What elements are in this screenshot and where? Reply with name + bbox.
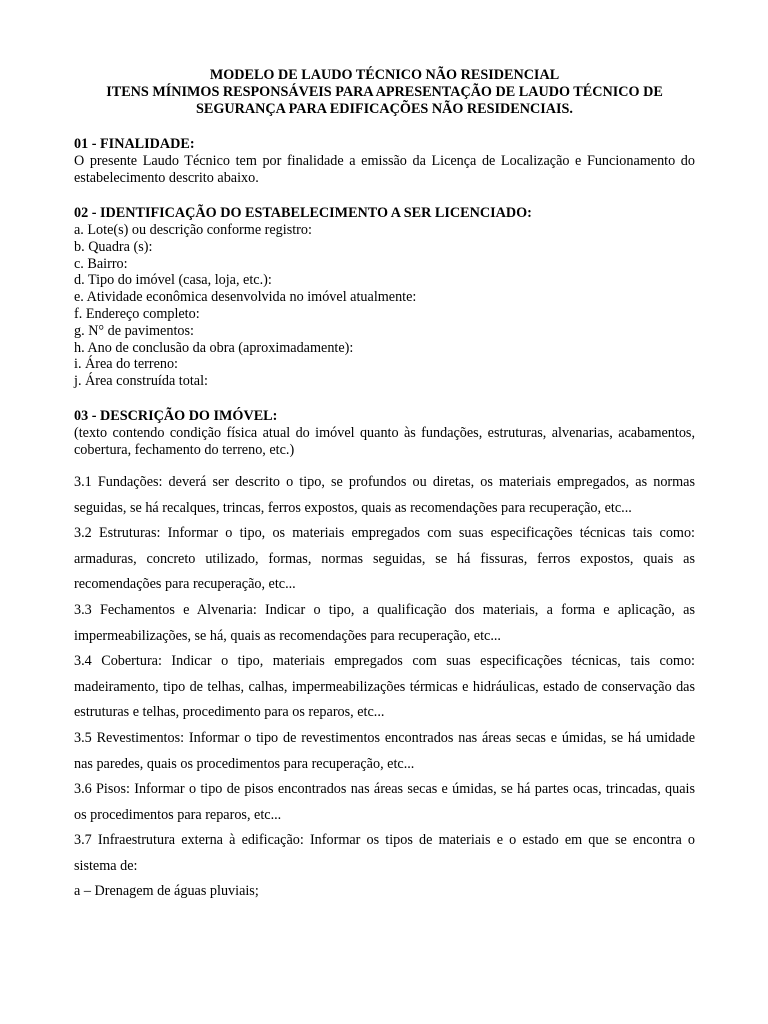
section-descricao <box>74 408 695 905</box>
section-identificacao <box>74 205 695 390</box>
section-text: O presente Laudo Técnico tem por finalidade a emissão da Licença de Localização e Funcionamento do estabelecimento descrito abaixo. <box>74 153 695 186</box>
list-item: d. Tipo do imóvel (casa, loja, etc.): <box>74 272 272 289</box>
section-finalidade <box>74 136 695 187</box>
subsection-paragraph: 3.2 Estruturas: Informar o tipo, os materiais empregados com suas especificações técnicas tais como: armaduras, concreto utilizado, formas, normas seguidas, se há fissuras, ferros expostos, quais as recomendações para recuperação, etc... <box>74 525 695 593</box>
list-item: f. Endereço completo: <box>74 305 200 322</box>
list-item: i. Área do terreno: <box>74 356 178 373</box>
section-intro: (texto contendo condição física atual do imóvel quanto às fundações, estruturas, alvenarias, acabamentos, cobertura, fechamento do terreno, etc.) <box>74 424 695 458</box>
section-heading: 03 - DESCRIÇÃO DO IMÓVEL: <box>74 407 278 424</box>
subsection-paragraph: 3.6 Pisos: Informar o tipo de pisos encontrados nas áreas secas e úmidas, se há partes ocas, trincadas, quais os procedimentos para reparos, etc... <box>74 781 695 823</box>
section-heading: 02 - IDENTIFICAÇÃO DO ESTABELECIMENTO A SER LICENCIADO: <box>74 205 532 221</box>
document-page <box>74 67 695 905</box>
list-item: a. Lote(s) ou descrição conforme registro: <box>74 222 312 238</box>
title-line: ITENS MÍNIMOS RESPONSÁVEIS PARA APRESENTAÇÃO DE LAUDO TÉCNICO DE <box>106 84 663 100</box>
list-item: g. N° de pavimentos: <box>74 322 194 339</box>
subsection-paragraph: 3.5 Revestimentos: Informar o tipo de revestimentos encontrados nas áreas secas e úmidas, se há umidade nas paredes, quais os procedimentos para recuperação, etc... <box>74 729 695 772</box>
subsection-paragraph: 3.1 Fundações: deverá ser descrito o tipo, se profundos ou diretas, os materiais empregados, as normas seguidas, se há recalques, trincas, ferros expostos, quais as recomendações para recuperação, etc... <box>74 473 695 516</box>
list-item: c. Bairro: <box>74 255 128 272</box>
document-title <box>74 67 695 118</box>
title-line: MODELO DE LAUDO TÉCNICO NÃO RESIDENCIAL <box>209 67 560 83</box>
list-item: h. Ano de conclusão da obra (aproximadamente): <box>74 339 354 356</box>
subsection-paragraph: 3.7 Infraestrutura externa à edificação: Informar os tipos de materiais e o estado em que se encontra o sistema de: <box>74 832 695 874</box>
section-heading: 01 - FINALIDADE: <box>74 136 195 152</box>
title-line: SEGURANÇA PARA EDIFICAÇÕES NÃO RESIDENCIAIS. <box>196 101 573 117</box>
subsection-paragraph: 3.4 Cobertura: Indicar o tipo, materiais empregados com suas especificações técnicas, tais como: madeiramento, tipo de telhas, calhas, impermeabilizações térmicas e hidráulicas, estado de conservação das estruturas e telhas, procedimento para os reparos, etc... <box>74 653 695 721</box>
list-item: j. Área construída total: <box>74 373 208 390</box>
list-item: e. Atividade econômica desenvolvida no imóvel atualmente: <box>74 289 417 306</box>
list-item: b. Quadra (s): <box>74 238 153 255</box>
subsection-paragraph: 3.3 Fechamentos e Alvenaria: Indicar o tipo, a qualificação dos materiais, a forma e aplicação, as impermeabilizações, se há, quais as recomendações para recuperação, etc... <box>74 601 695 644</box>
subsection-list <box>74 470 695 905</box>
subsection-paragraph: a – Drenagem de águas pluviais; <box>74 883 259 900</box>
